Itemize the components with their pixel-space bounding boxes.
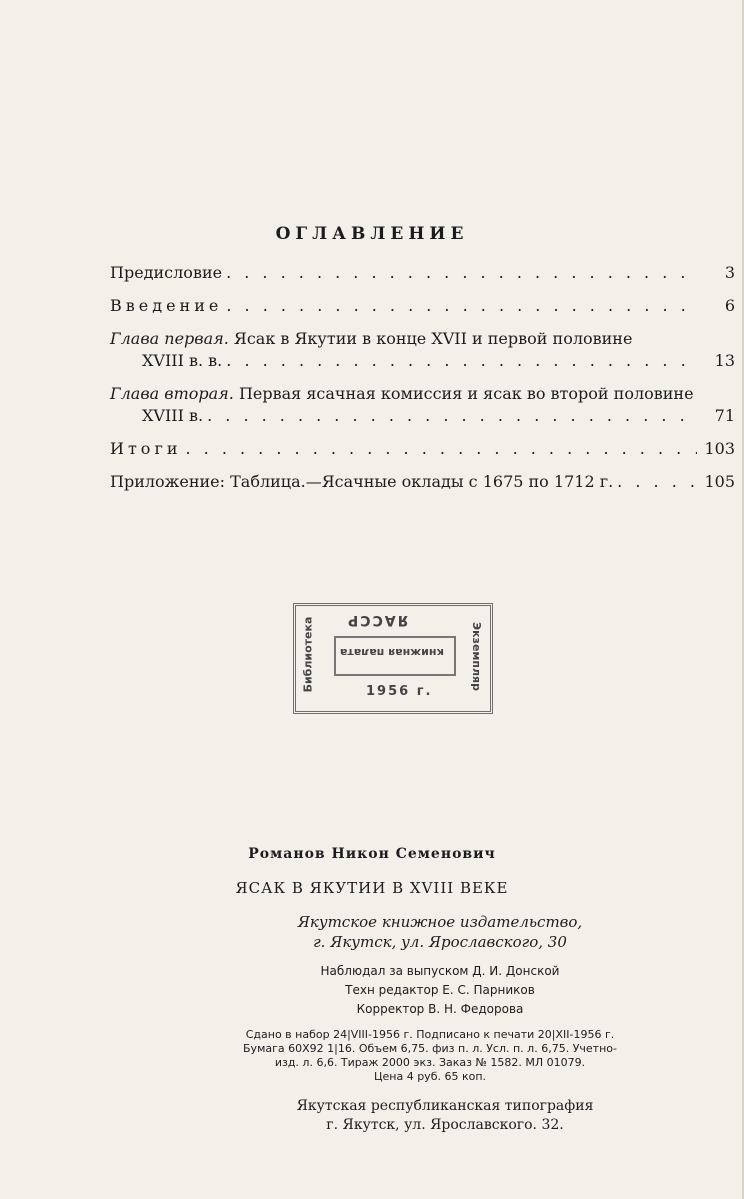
toc-entry-label: Итоги xyxy=(110,439,182,458)
toc-entry-page: 71 xyxy=(714,406,735,425)
leader-dots xyxy=(617,471,697,493)
author-name: Романов Никон Семенович xyxy=(248,846,496,862)
stamp-right-text: Экземпляр xyxy=(469,622,483,691)
leader-dots xyxy=(185,438,697,460)
printer-info xyxy=(250,1097,640,1135)
staff-line: Техн редактор Е. С. Парников xyxy=(345,983,535,997)
toc-entry-label: Введение xyxy=(110,296,223,315)
publisher-line: Якутское книжное издательство, xyxy=(297,913,583,931)
library-stamp xyxy=(293,603,493,714)
price-line: Цена 4 руб. 65 коп. xyxy=(373,1070,487,1083)
toc-entry-chapter-2 xyxy=(110,383,735,427)
technical-info xyxy=(200,1028,660,1084)
toc-entry-page: 103 xyxy=(704,439,735,458)
toc-chapter-cont: XVIII в. в. xyxy=(142,351,223,370)
toc-chapter-text: Первая ясачная комиссия и ясак во второй половине xyxy=(238,384,694,403)
toc-entry-results xyxy=(110,438,735,460)
toc-entry-page: 13 xyxy=(714,351,735,370)
toc-entry-chapter-1 xyxy=(110,328,735,372)
staff-credits xyxy=(270,962,610,1019)
leader-dots xyxy=(207,405,697,427)
printer-line: Якутская республиканская типография xyxy=(296,1098,594,1114)
toc-entry-page: 3 xyxy=(724,263,735,282)
tech-line: Сдано в набор 24|VIII-1956 г. Подписано к печати 20|XII-1956 г. xyxy=(245,1028,615,1041)
leader-dots xyxy=(226,350,697,372)
toc-entry-introduction xyxy=(110,295,735,317)
toc-entry-page: 6 xyxy=(724,296,735,315)
toc-entry-page: 105 xyxy=(704,472,735,491)
stamp-top-text: ЯАССР xyxy=(346,612,409,628)
staff-line: Наблюдал за выпуском Д. И. Донской xyxy=(320,964,560,978)
tech-line: изд. л. 6,6. Тираж 2000 экз. Заказ № 1582. МЛ 01079. xyxy=(274,1056,586,1069)
leader-dots xyxy=(226,262,697,284)
toc-title: ОГЛАВЛЕНИЕ xyxy=(275,224,469,244)
printer-line: г. Якутск, ул. Ярославского. 32. xyxy=(326,1117,564,1133)
table-of-contents xyxy=(110,262,735,504)
staff-line: Корректор В. Н. Федорова xyxy=(356,1002,524,1016)
toc-entry-label: Предисловие xyxy=(110,263,223,282)
toc-entry-label: Приложение: Таблица.—Ясачные оклады с 1675 по 1712 г. xyxy=(110,472,614,491)
tech-line: Бумага 60X92 1|16. Объем 6,75. физ п. л. Усл. п. л. 6,75. Учетно- xyxy=(243,1042,617,1055)
toc-entry-appendix xyxy=(110,471,735,493)
stamp-middle-text: книжная палата xyxy=(340,646,444,659)
toc-chapter-label: Глава вторая. xyxy=(110,384,234,403)
book-title: ЯСАК В ЯКУТИИ В XVIII ВЕКЕ xyxy=(235,879,509,897)
stamp-left-text: Библиотека xyxy=(301,616,315,693)
leader-dots xyxy=(226,295,697,317)
toc-chapter-cont: XVIII в. xyxy=(142,406,204,425)
stamp-bottom-text: 1956 г. xyxy=(366,684,433,699)
toc-chapter-text: Ясак в Якутии в конце XVII и первой половине xyxy=(233,329,633,348)
publisher-block xyxy=(260,912,620,952)
publisher-line: г. Якутск, ул. Ярославского, 30 xyxy=(313,933,567,951)
toc-chapter-label: Глава первая. xyxy=(110,329,229,348)
toc-entry-preface xyxy=(110,262,735,284)
